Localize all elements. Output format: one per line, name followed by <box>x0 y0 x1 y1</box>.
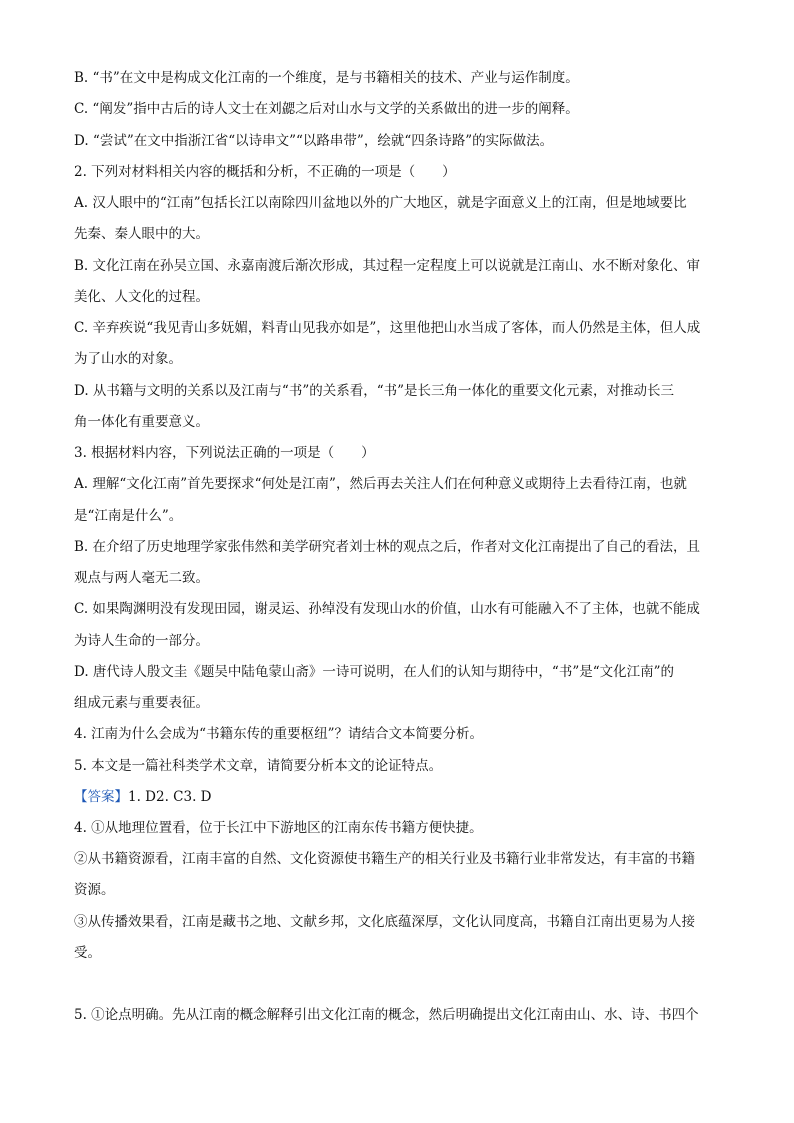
answer-4-point1: 4. ①从地理位置看，位于长江中下游地区的江南东传书籍方便快捷。 <box>74 820 483 836</box>
option-3c-line1: C. 如果陶渊明没有发现田园，谢灵运、孙绰没有发现山水的价值，山水有可能融入不了主体，也就不能成 <box>74 601 700 617</box>
answer-key-line <box>74 787 734 807</box>
option-3a-line2: 是“江南是什么”。 <box>74 508 183 524</box>
option-3b-line1: B. 在介绍了历史地理学家张伟然和美学研究者刘士林的观点之后，作者对文化江南提出了自己的看法，且 <box>74 539 701 555</box>
option-3c-line2: 为诗人生命的一部分。 <box>74 633 209 649</box>
option-2b-line1: B. 文化江南在孙吴立国、永嘉南渡后渐次形成，其过程一定程度上可以说就是江南山、水不断对象化、审 <box>74 258 701 274</box>
option-2b-line2: 美化、人文化的过程。 <box>74 289 209 305</box>
question-3-stem: 3. 根据材料内容，下列说法正确的一项是（ ） <box>74 445 375 461</box>
option-2a-line1: A. 汉人眼中的“江南”包括长江以南除四川盆地以外的广大地区，就是字面意义上的江南，但是地域要比 <box>74 195 687 211</box>
option-2c-line1: C. 辛弃疾说“我见青山多妩媚，料青山见我亦如是”，这里他把山水当成了客体，而人仍然是主体，但人成 <box>74 320 701 336</box>
answer-4-point3-line2: 受。 <box>74 945 101 961</box>
option-2a-line2: 先秦、秦人眼中的大。 <box>74 226 209 242</box>
option-1c: C. “阐发”指中古后的诗人文士在刘勰之后对山水与文学的关系做出的进一步的阐释。 <box>74 101 579 117</box>
option-3d-line1: D. 唐代诗人殷文圭《题吴中陆龟蒙山斋》一诗可说明，在人们的认知与期待中，“书”是“文化江南”的 <box>74 664 675 680</box>
answer-4-point3-line1: ③从传播效果看，江南是藏书之地、文献乡邦，文化底蕴深厚，文化认同度高，书籍自江南出更易为人接 <box>74 914 695 930</box>
option-2d-line1: D. 从书籍与文明的关系以及江南与“书”的关系看，“书”是长三角一体化的重要文化元素，对推动长三 <box>74 383 675 399</box>
answer-4-point2-line2: 资源。 <box>74 882 115 898</box>
question-5-stem: 5. 本文是一篇社科类学术文章，请简要分析本文的论证特点。 <box>74 758 443 774</box>
option-3a-line1: A. 理解“文化江南”首先要探求“何处是江南”，然后再去关注人们在何种意义或期待上去看待江南，也就 <box>74 476 687 492</box>
option-2d-line2: 角一体化有重要意义。 <box>74 414 209 430</box>
option-3b-line2: 观点与两人毫无二致。 <box>74 570 209 586</box>
answer-5-line1: 5. ①论点明确。先从江南的概念解释引出文化江南的概念，然后明确提出文化江南由山、水、诗、书四个 <box>74 1007 699 1023</box>
option-1d: D. “尝试”在文中指浙江省“以诗串文”“以路串带”，绘就“四条诗路”的实际做法。 <box>74 133 554 149</box>
question-2-stem: 2. 下列对材料相关内容的概括和分析，不正确的一项是（ ） <box>74 164 456 180</box>
answer-4-point2-line1: ②从书籍资源看，江南丰富的自然、文化资源使书籍生产的相关行业及书籍行业非常发达，有丰富的书籍 <box>74 851 695 867</box>
option-3d-line2: 组成元素与重要表征。 <box>74 695 209 711</box>
option-2c-line2: 为了山水的对象。 <box>74 351 182 367</box>
answer-label: 【答案】 <box>74 789 128 805</box>
answer-key: 1. D2. C3. D <box>128 789 212 805</box>
question-4-stem: 4. 江南为什么会成为“书籍东传的重要枢纽”？请结合文本简要分析。 <box>74 726 483 742</box>
option-1b: B. “书”在文中是构成文化江南的一个维度，是与书籍相关的技术、产业与运作制度。 <box>74 70 579 86</box>
